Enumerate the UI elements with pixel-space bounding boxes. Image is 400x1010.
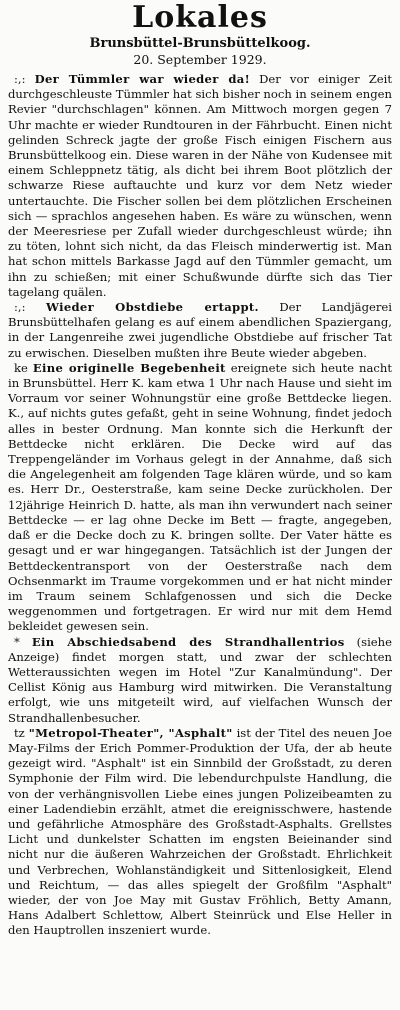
- article-body: (siehe Anzeige) findet morgen statt, und zwar der schlechten Wetteraussichten wegen im Hotel "Zur Kanalmündung". Der Cellist König aus Hamburg wird mitwirken. Die Veranstaltung erfolgt, wie uns mitgeteilt wird, auf vielfachen Wunsch der Strandhallenbesucher.: [8, 634, 392, 725]
- article-prefix: :,:: [14, 300, 47, 315]
- article-headline: Ein Abschiedsabend des Strandhallentrios: [31, 634, 345, 649]
- article-prefix: *: [14, 634, 32, 649]
- article-prefix: :,:: [14, 72, 35, 86]
- issue-date: 20. September 1929.: [133, 52, 267, 67]
- article-begebenheit: [8, 361, 392, 635]
- article-tuemmler: [8, 72, 392, 300]
- article-metropol-theater: [8, 726, 392, 939]
- article-body: Der vor einiger Zeit durchgeschleuste Tümmler hat sich bisher noch in seinem engen Revier "durchschlagen" können. Am Mittwoch morgen gegen 7 Uhr machte er wieder Rundtouren in der Fährbucht. Einen nicht gelinden Schreck jagte der große Fisch einigen Fischern aus Brunsbüttelkoog ein. Diese waren in der Nähe von Kudensee mit einem Schleppnetz tätig, als dicht bei ihrem Boot plötzlich der schwarze Riese auftauchte und kurz vor dem Netz wieder untertauchte. Die Fischer sollen bei dem plötzlichen Erscheinen sich — sprachlos angesehen haben. Es wäre zu wünschen, wenn der Meeresriese per Zufall wieder durchgeschleust würde; ihn zu töten, lohnt sich nicht, da das Fleisch minderwertig ist. Man hat schon mittels Barkasse Jagd auf den Tümmler gemacht, um ihn zu schießen; mit einer Schußwunde dürfte sich das Tier tagelang quälen.: [8, 72, 393, 299]
- article-headline: "Metropol-Theater", "Asphalt": [28, 725, 233, 740]
- article-headline: Eine originelle Begebenheit: [32, 360, 226, 375]
- article-abschiedsabend: [8, 635, 392, 726]
- article-body: Der Landjägerei Brunsbüttelhafen gelang es auf einem abendlichen Spaziergang, in der Langenreihe zwei jugendliche Obstdiebe auf frischer Tat zu erwischen. Dieselben mußten ihre Beute wieder abgeben.: [8, 300, 392, 360]
- article-prefix: ke: [14, 360, 33, 375]
- article-headline: Der Tümmler war wieder da!: [34, 72, 250, 86]
- article-obstdiebe: [8, 300, 392, 361]
- article-body: ist der Titel des neuen Joe May-Films der Erich Pommer-Produktion der Ufa, der ab heute gezeigt wird. "Asphalt" ist ein Sinnbild der Großstadt, zu deren Symphonie der Film wird. Die lebendurchpulste Handlung, die von der verhängnisvollen Liebe eines jungen Polizeibeamten zu einer Ladendiebin erzählt, atmet die ereignisschwere, hastende und gefährliche Atmosphäre des Großstadt-Asphalts. Grellstes Licht und dunkelster Schatten im engsten Beieinander sind nicht nur die äußeren Wahrzeichen der Großstadt. Ehrlichkeit und Verbrechen, Wohlanständigkeit und Sittenlosigkeit, Elend und Reichtum, — das alles spiegelt der Großfilm "Asphalt" wieder, der von Joe May mit Gustav Fröhlich, Betty Amann, Hans Adalbert Schlettow, Albert Steinrück und Else Heller in den Hauptrollen inszeniert wurde.: [8, 725, 393, 938]
- article-headline: Wieder Obstdiebe ertappt.: [46, 300, 259, 315]
- section-title: Lokales: [132, 0, 268, 35]
- article-prefix: tz: [14, 725, 29, 740]
- article-body: ereignete sich heute nacht in Brunsbüttel. Herr K. kam etwa 1 Uhr nach Hause und sieht im Vorraum vor seiner Wohnungstür eine große Bettdecke liegen. K., auf nichts gutes gefaßt, geht in seine Wohnung, findet jedoch alles in bester Ordnung. Man konnte sich die Herkunft der Bettdecke nicht erklären. Die Decke wird auf das Treppengeländer im Vorhaus gelegt in der Annahme, daß sich die Angelegenheit am folgenden Tage klären würde, und so kam es. Herr Dr., Oesterstraße, kam seine Decke zurückholen. Der 12jährige Heinrich D. hatte, als man ihn verwundert nach seiner Bettdecke — er lag ohne Decke im Bett — fragte, angegeben, daß er die Decke doch zu K. bringen sollte. Der Vater hätte es gesagt und er war hingegangen. Tatsächlich ist der Jungen der Bettdeckentransport von der Oesterstraße nach dem Ochsenmarkt im Traume vorgekommen und er hat nicht minder im Traum seinem Schlafgenossen und sich die Decke weggenommen und fortgetragen. Er wird nur mit dem Hemd bekleidet gewesen sein.: [8, 360, 392, 634]
- dateline: Brunsbüttel-Brunsbüttelkoog.: [89, 36, 311, 51]
